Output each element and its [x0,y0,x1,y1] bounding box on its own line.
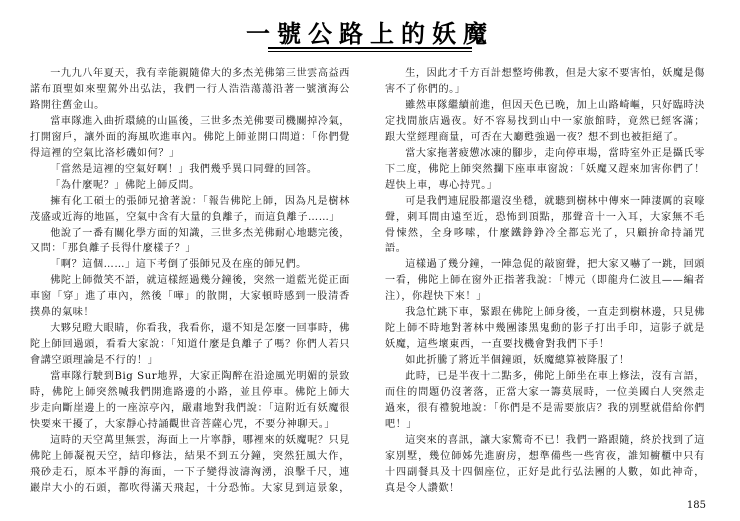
paragraph: 一九九八年夏天，我有幸能親隨偉大的多杰羌佛第三世雲高益西諾布頂聖如來聖駕外出弘法，我們一行人浩浩蕩蕩沿著一號濱海公路開往舊金山。 [30,68,350,111]
paragraph: 這樣過了幾分鐘，一陣急促的敲窗聲，把大家又嚇了一跳，回頭一看，佛陀上師在窗外正指著我說：「博元（即龍舟仁波且——編者注），你趕快下來！」 [385,259,705,303]
left-text-column [30,66,350,496]
page-number: 185 [686,500,706,511]
paragraph: 如此折騰了將近半個鐘頭，妖魔總算被降服了！ [405,355,630,367]
paragraph: 這時的天空萬里無雲，海面上一片寧靜，哪裡來的妖魔呢？只見佛陀上師凝視天空，結印修法，結果不到五分鐘，突然狂風大作，飛砂走石，原本平靜的海面，一下子變得波濤洶湧，浪擊千尺，連巖岸大小的石頭，都吹得滿天飛起，十分恐怖。大家見到這景象， [30,434,350,494]
paragraph: 生，因此才千方百計想整垮佛教，但是大家不要害怕，妖魔是傷害不了你們的。」 [385,68,705,95]
paragraph: 大夥兒瞪大眼睛，你看我，我看你，還不知是怎麼一回事時，佛陀上師回過頭，看看大家說：「知道什麼是負離子了嗎？你們人若只會講空頭理論是不行的！」 [30,323,350,367]
paragraph: 擁有化工碩士的張師兄搶著說：「報告佛陀上師，因為凡是樹林茂盛或近海的地區，空氣中含有大量的負離子，而這負離子……」 [30,195,350,223]
paragraph: 此時，已是半夜十二點多，佛陀上師坐在車上修法，沒有言語，而住的問題仍沒著落，正當大家一籌莫展時，一位美國白人突然走過來，很有禮貌地說：「你們是不是需要旅店？我的別墅就借給你們吧！」 [385,371,705,430]
paragraph: 佛陀上師微笑不語，就這樣經過幾分鐘後，突然一道藍光從正面車窗「穿」進了車內，然後「嘩」的散開，大家頓時感到一股清香撲鼻的氣味！ [30,275,350,319]
paragraph: 我急忙跳下車，緊跟在佛陀上師身後，一直走到樹林邊，只見佛陀上師不時地對著林中幾團漆黑鬼動的影子打出手印，這影子就是妖魔，這些壞東西，一直要找機會對我們下手！ [385,307,705,351]
title-underline-thin [268,51,472,52]
paragraph: 當車隊行駛到Big Sur地界，大家正陶醉在沿途風光明媚的景致時，佛陀上師突然喊我們開進路邊的小路，並且停車。佛陀上師大步走向斷崖邊上的一座涼亭內，嚴肅地對我們說：「這附近有妖魔很快要來干擾了，大家靜心持誦觀世音菩薩心咒，不要分神聊天。」 [30,371,350,430]
paragraph: 可是我們連屁股都還沒坐穩，就聽到樹林中傳來一陣淒厲的哀嚎聲，刺耳間由遠至近，恐怖到頂點，那聲音十一入耳，大家無不毛骨悚然，全身哆嗦，什麼鐵錚錚冷全都忘光了，只顧拚命持誦咒語。 [385,195,705,255]
paragraph: 雖然車隊繼續前進，但因天色已晚，加上山路崎嶇，只好臨時決定找間旅店過夜。好不容易找到山中一家旅館時，竟然已經客滿；跟大堂經理商量，可否在大廳甦強過一夜？想不到也被拒絕了。 [385,99,705,143]
paragraph: 「啊？這個……」這下考倒了張師兄及在座的師兄們。 [50,259,307,271]
paragraph: 「當然是這裡的空氣好啊！」我們幾乎異口同聲的回答。 [50,163,318,175]
paragraph: 「為什麼呢？」佛陀上師反問。 [50,179,200,191]
paragraph: 這突來的喜訊，讓大家驚奇不已！我們一路跟隨，終於找到了這家別墅，幾位師姊先進廚房，想準備些一些宵夜，誰知櫥櫃中只有十四副餐具及十四個座位，正好是此行弘法團的人數，如此神奇，真是令人讚歎！ [385,434,705,494]
paragraph: 當車隊進入曲折環繞的山區後，三世多杰羌佛要司機關掉冷氣，打開窗戶，讓外面的海風吹進車內。佛陀上師並開口問道：「你們覺得這裡的空氣比洛杉磯如何？」 [30,115,350,159]
right-text-column [385,66,705,496]
paragraph: 當大家拖著疲憊冰凍的腳步，走向停車場，當時室外正是攝氏零下二度，佛陀上師突然攔下座車車窗說：「妖魔又趕來加害你們了！趕快上車，專心持咒。」 [385,147,705,191]
page-title: 一號公路上的妖魔 [246,19,494,48]
paragraph: 他說了一番有關化學方面的知識，三世多杰羌佛耐心地聽完後，又問：「那負離子長得什麼樣子？」 [30,227,350,255]
title-underline [268,47,472,49]
